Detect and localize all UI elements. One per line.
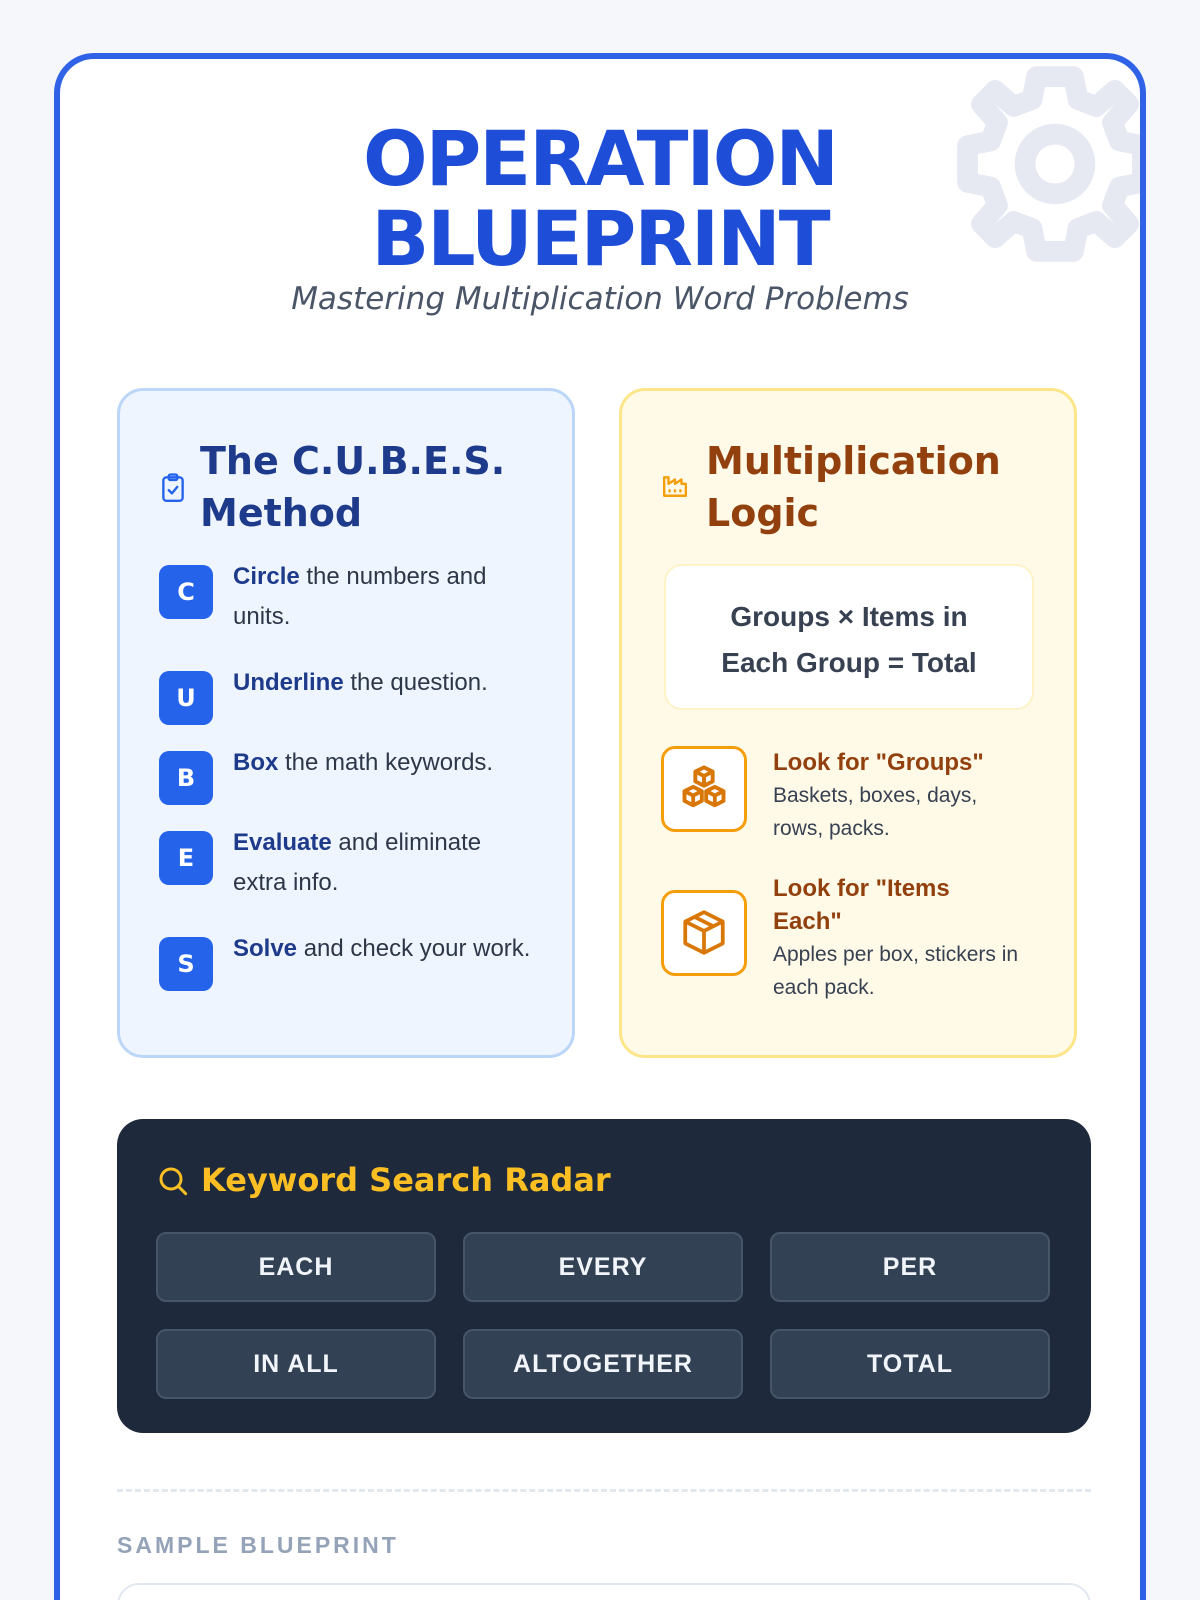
step-underline xyxy=(159,671,533,725)
cubes-method-panel xyxy=(117,388,575,1058)
step-letter: S xyxy=(159,937,213,991)
keyword-radar-panel xyxy=(117,1119,1091,1433)
package-icon xyxy=(679,908,729,958)
step-box xyxy=(159,751,543,805)
tip-items-each xyxy=(661,872,1023,1004)
step-text: Circle the numbers and units. xyxy=(233,563,487,630)
step-letter: B xyxy=(159,751,213,805)
radar-heading: Keyword Search Radar xyxy=(201,1161,611,1199)
search-icon xyxy=(157,1165,189,1197)
blueprint-card xyxy=(54,53,1146,1600)
boxes-icon xyxy=(678,763,730,815)
tip-title: Look for "Groups" xyxy=(773,749,984,776)
sample-blueprint-box xyxy=(117,1583,1091,1600)
step-letter: U xyxy=(159,671,213,725)
clipboard-check-icon xyxy=(160,473,186,503)
keyword-chip-every[interactable]: EVERY xyxy=(463,1232,743,1302)
keyword-chip-total[interactable]: TOTAL xyxy=(770,1329,1050,1399)
page-subtitle: Mastering Multiplication Word Problems xyxy=(291,281,909,317)
tip-icon-box xyxy=(661,746,747,832)
tip-groups xyxy=(661,746,1023,845)
keyword-chip-each[interactable]: EACH xyxy=(156,1232,436,1302)
step-letter: C xyxy=(159,565,213,619)
page-title: OPERATION BLUEPRINT xyxy=(363,114,837,283)
tip-description: Apples per box, stickers in each pack. xyxy=(773,943,1019,999)
factory-icon xyxy=(662,473,688,499)
tip-description: Baskets, boxes, days, rows, packs. xyxy=(773,784,978,840)
tip-title: Look for "Items Each" xyxy=(773,875,950,935)
tip-icon-box xyxy=(661,890,747,976)
keyword-chip-per[interactable]: PER xyxy=(770,1232,1050,1302)
step-text: Box the math keywords. xyxy=(233,749,494,776)
multiplication-formula: Groups × Items in Each Group = Total xyxy=(664,564,1034,710)
step-text: Evaluate and eliminate extra info. xyxy=(233,829,482,896)
multiplication-logic-panel xyxy=(619,388,1077,1058)
section-divider xyxy=(117,1489,1091,1492)
step-evaluate xyxy=(159,831,533,903)
step-circle xyxy=(159,565,533,637)
sample-label: SAMPLE BLUEPRINT xyxy=(117,1532,399,1558)
keyword-chip-in-all[interactable]: IN ALL xyxy=(156,1329,436,1399)
step-solve xyxy=(159,937,533,991)
step-text: Solve and check your work. xyxy=(233,935,531,962)
step-text: Underline the question. xyxy=(233,669,488,696)
cubes-heading: The C.U.B.E.S. Method xyxy=(200,439,506,535)
logic-heading: Multiplication Logic xyxy=(706,439,1001,535)
keyword-chip-altogether[interactable]: ALTOGETHER xyxy=(463,1329,743,1399)
step-letter: E xyxy=(159,831,213,885)
